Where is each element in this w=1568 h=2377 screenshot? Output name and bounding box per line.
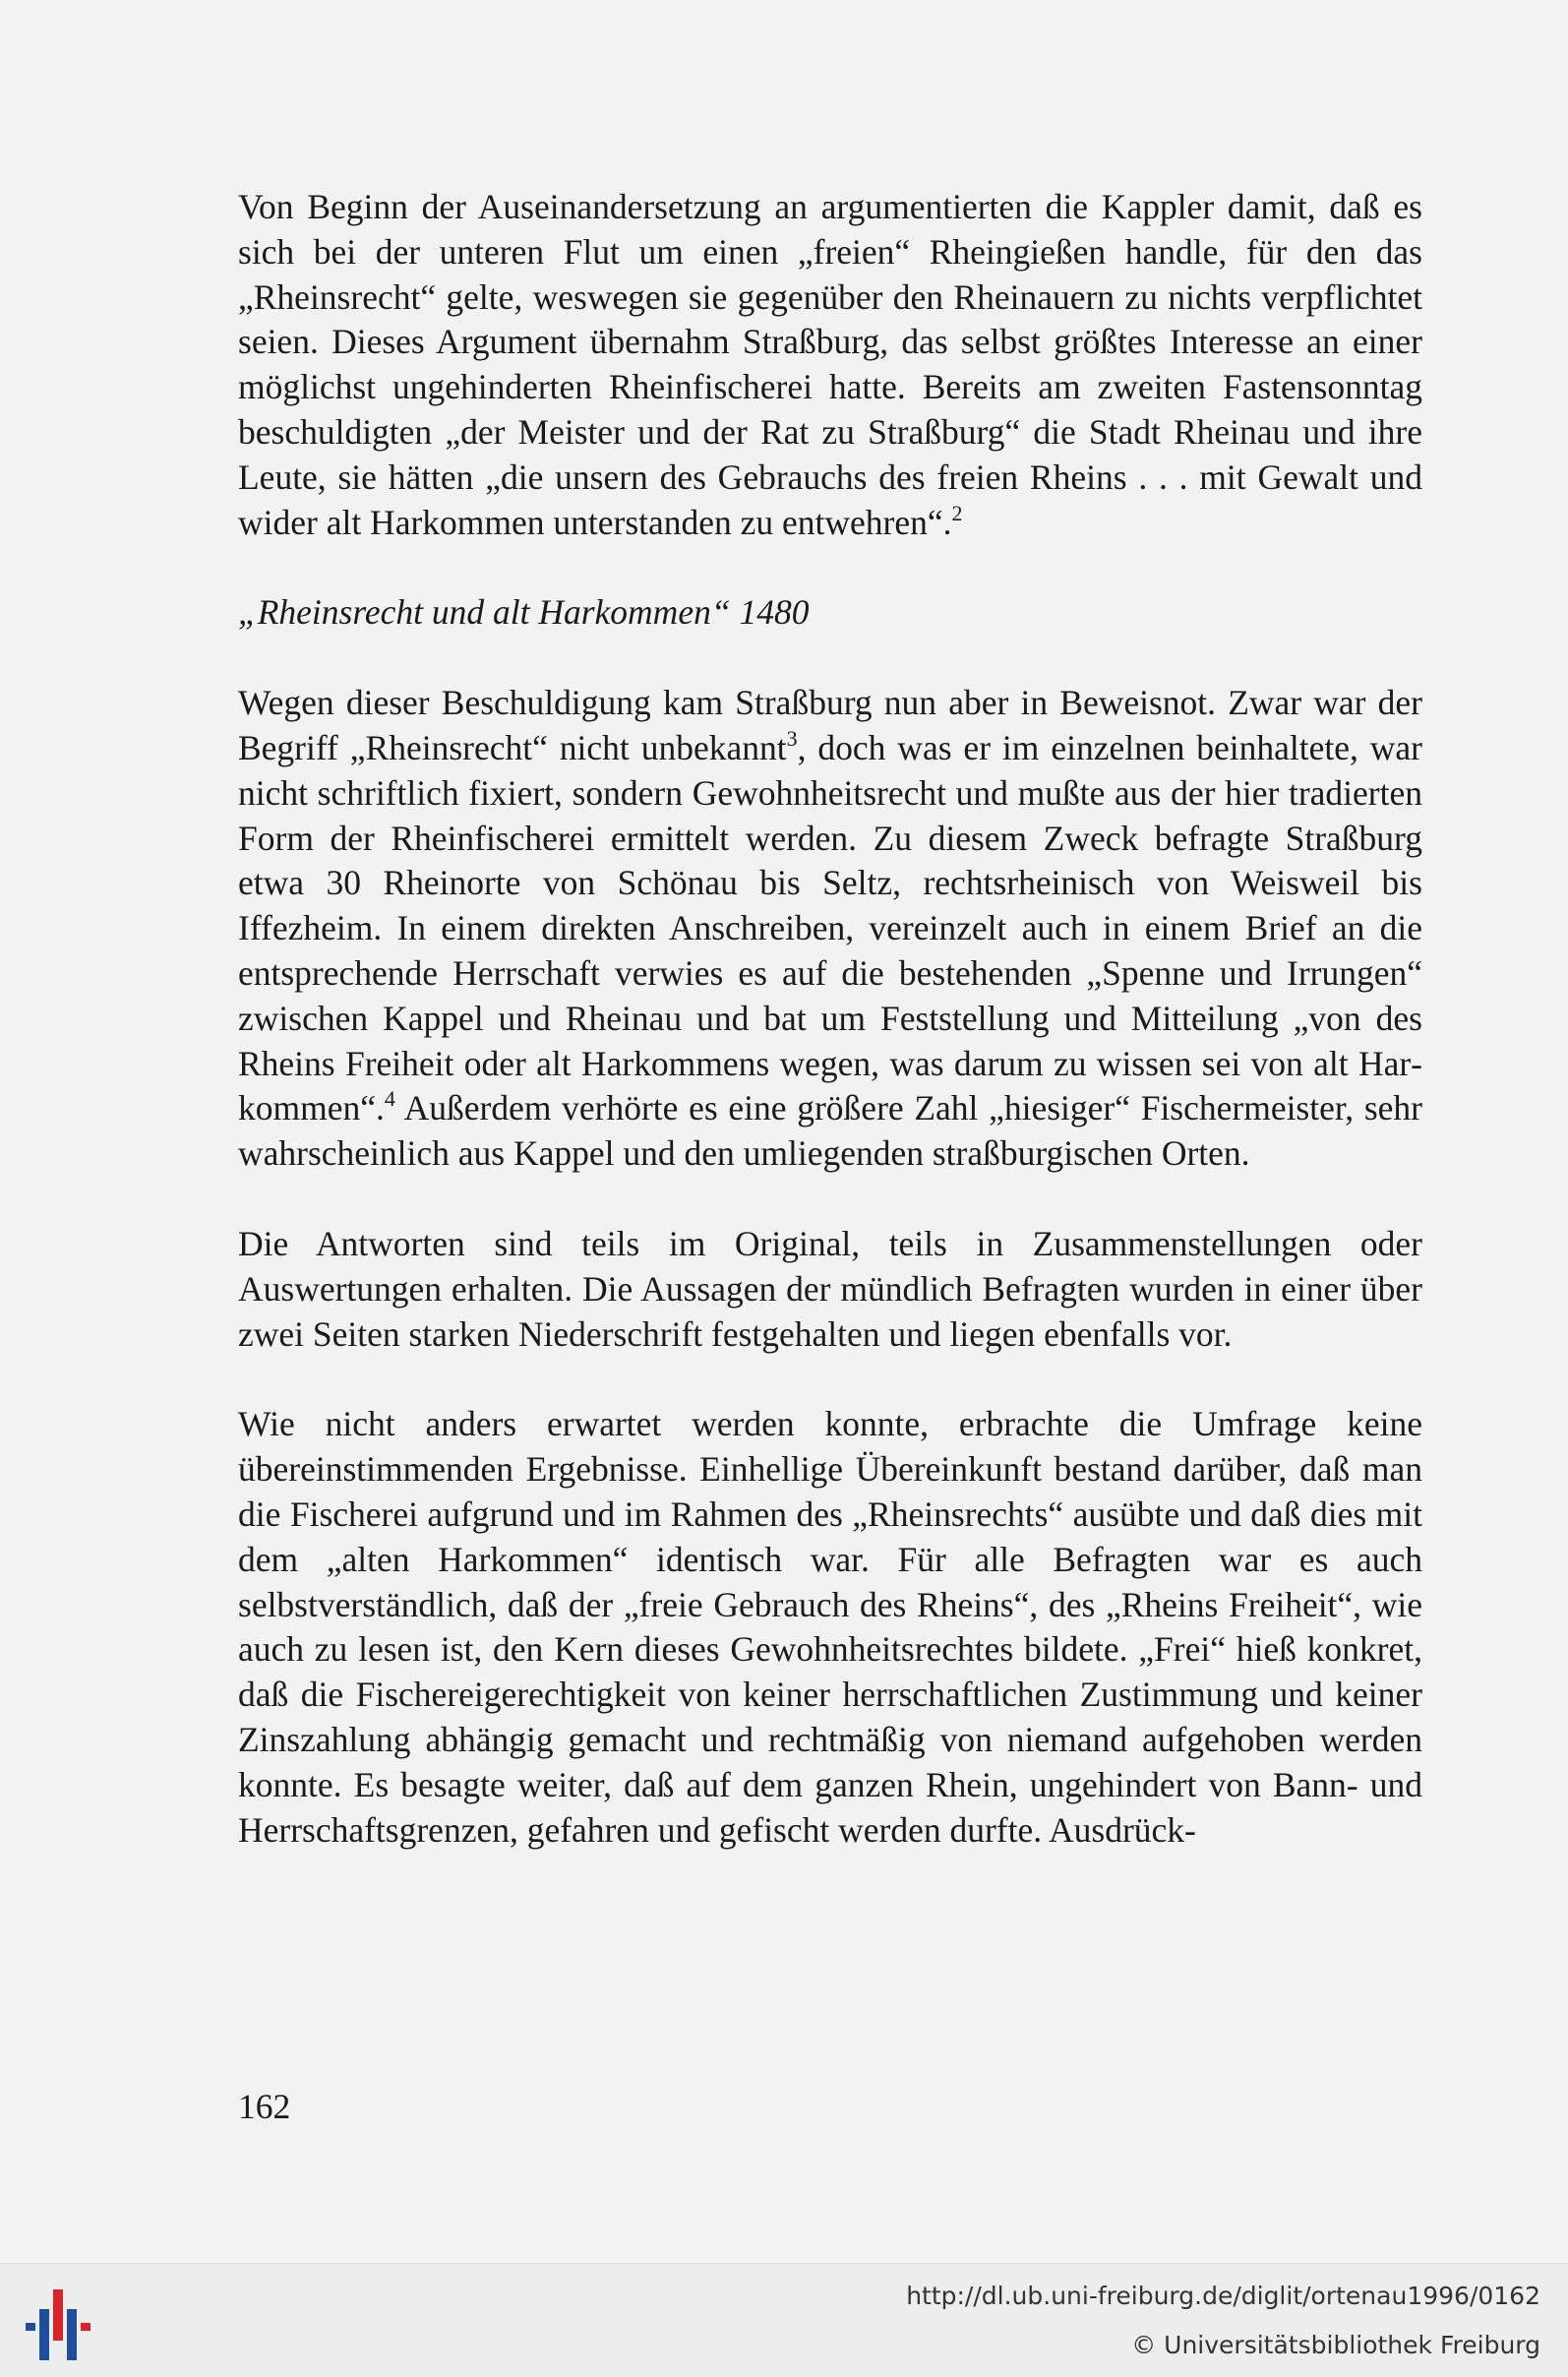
footnote-ref-2[interactable]: 2 — [951, 500, 963, 525]
footer-copyright: © Universitätsbibliothek Freiburg — [1131, 2331, 1540, 2359]
paragraph-4: Wie nicht anders erwartet werden konnte, erbrachte die Umfrage keine übereinstimmenden Ergebnisse. Einhellige Übereinkunft bestand darüber, daß man die Fischerei aufgrund und im Rahmen des „Rheinsrechts“ ausübte und daß dies mit dem „alten Harkommen“ identisch war. Für alle Befragten war es auch selbstverständlich, daß der „freie Gebrauch des Rheins“, des „Rheins Freiheit“, wie auch zu lesen ist, den Kern dieses Gewohnheitsrechtes bildete. „Frei“ hieß konkret, daß die Fischereigerechtigkeit von keiner herrschaftlichen Zustimmung und keiner Zinszahlung abhängig gemacht und rechtmäßig von niemand aufgehoben werden konnte. Es besagte weiter, daß auf dem ganzen Rhein, ungehindert von Bann- und Herrschaftsgrenzen, gefahren und gefischt werden durfte. Ausdrück- — [238, 1404, 1422, 1850]
paragraph-2-text-b: , doch was er im einzelnen beinhaltete, war nicht schriftlich fixiert, sondern Gewohnheitsrecht und mußte aus der hier tradierten Form der Rheinfischerei ermittelt werden. Zu diesem Zweck befragte Straßburg etwa 30 Rheinorte von Schönau bis Seltz, rechtsrheinisch von Weisweil bis Iffezheim. In einem direkten Anschreiben, vereinzelt auch in einem Brief an die entsprechende Herrschaft verwies es auf die bestehenden „Spenne und Irrungen“ zwischen Kappel und Rheinau und bat um Feststellung und Mitteilung „von des Rheins Freiheit oder alt Harkommens wegen, was darum zu wissen sei von alt Harkommen“. — [238, 727, 1422, 1128]
footer-url-link[interactable]: http://dl.ub.uni-freiburg.de/diglit/ortenau1996/0162 — [906, 2282, 1540, 2310]
ub-freiburg-logo-icon — [16, 2280, 104, 2368]
section-heading: „Rheinsrecht und alt Harkommen“ 1480 — [238, 592, 810, 633]
paragraph-2-text-a: Wegen dieser Beschuldigung kam Straßburg nun aber in Beweisnot. Zwar war der Begriff „Rheinsrecht“ nicht unbekannt — [238, 683, 1422, 767]
paragraph-2-text-c: Außerdem verhörte es eine größere Zahl „hiesiger“ Fischermeister, sehr wahrscheinlich aus Kappel und den umliegenden straßburgischen Orten. — [238, 1088, 1422, 1174]
footnote-ref-4[interactable]: 4 — [384, 1086, 395, 1112]
page-body — [238, 185, 1422, 1853]
page-number: 162 — [238, 2087, 291, 2126]
footer-bar — [0, 2263, 1568, 2377]
footnote-ref-3[interactable]: 3 — [786, 725, 798, 751]
paragraph-1-text: Von Beginn der Auseinandersetzung an argumentierten die Kappler damit, daß es sich bei der unteren Flut um einen „freien“ Rheingießen handle, für den das „Rheinsrecht“ gelte, weswegen sie gegenüber den Rheinauern zu nichts verpflichtet seien. Dieses Argument übernahm Straßburg, das selbst größtes Interesse an einer möglichst ungehinderten Rheinfischerei hatte. Bereits am zweiten Fastensonntag beschuldigten „der Meister und der Rat zu Straßburg“ die Stadt Rheinau und ihre Leute, sie hätten „die unsern des Gebrauchs des freien Rheins . . . mit Gewalt und wider alt Harkommen unterstanden zu entwehren“. — [238, 187, 1422, 542]
paragraph-2 — [238, 681, 1422, 1177]
paragraph-3: Die Antworten sind teils im Original, teils in Zusammenstellungen oder Auswertungen erhalten. Die Aussagen der mündlich Befragten wurden in einer über zwei Seiten starken Niederschrift festgehalten und liegen ebenfalls vor. — [238, 1223, 1422, 1354]
paragraph-1 — [238, 185, 1422, 545]
